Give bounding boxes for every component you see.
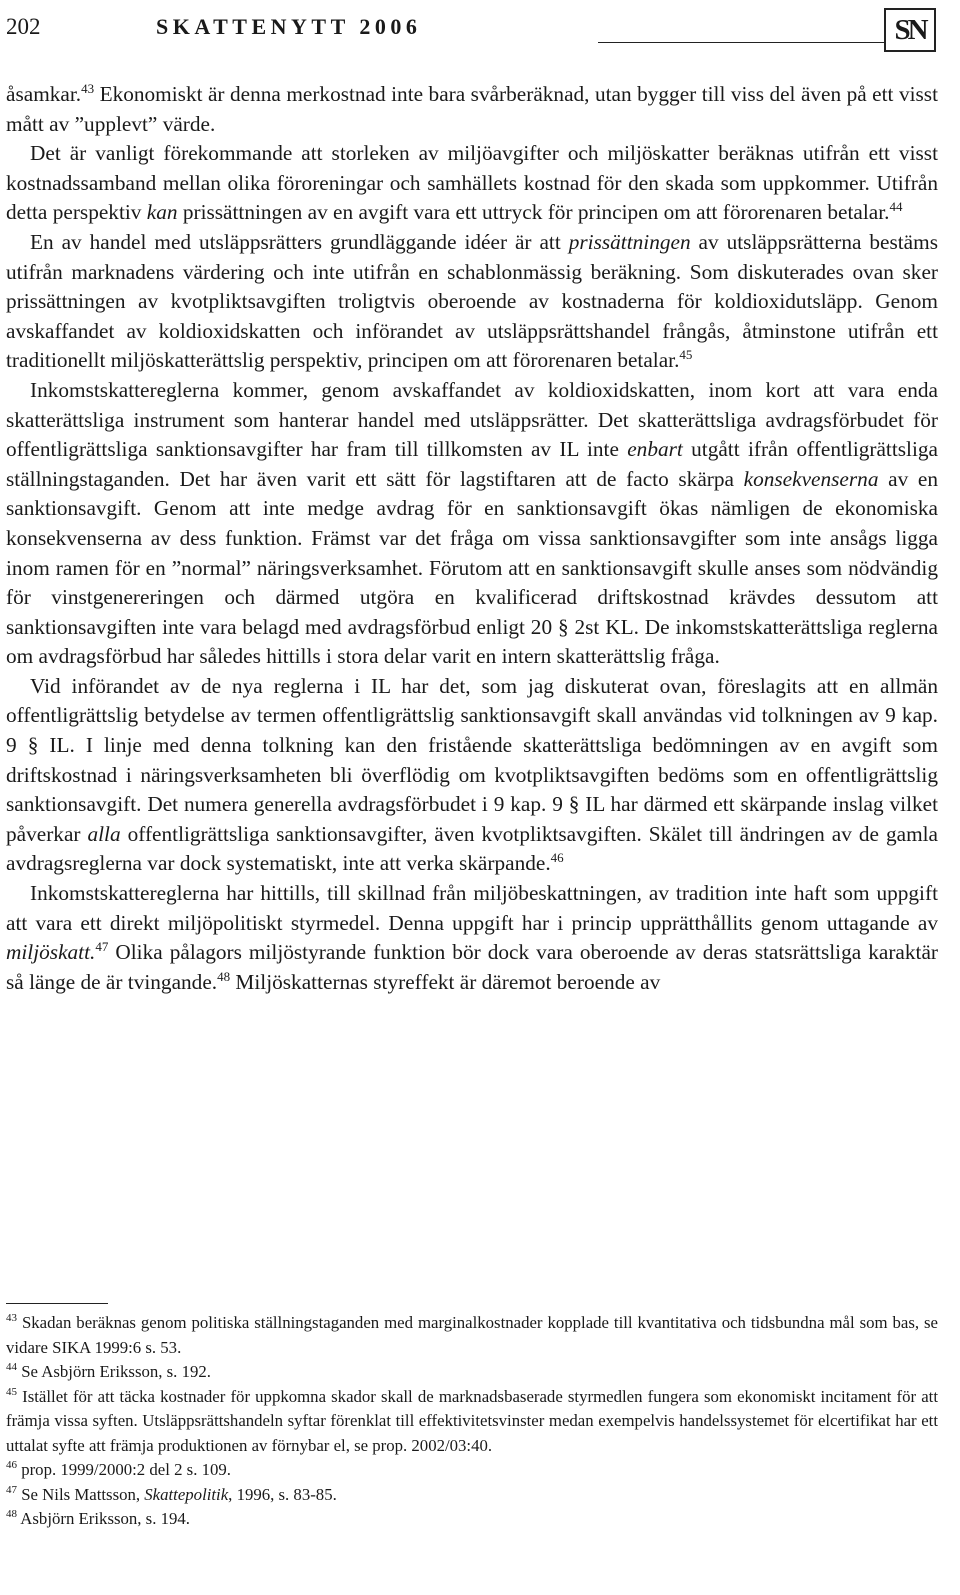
footnote-43 bbox=[6, 1311, 938, 1360]
emphasis: Skattepolitik bbox=[144, 1484, 229, 1504]
page-header bbox=[6, 8, 936, 46]
text-run: Vid införandet av de nya reglerna i IL har det, som jag diskuterat ovan, föreslagits att en allmän offentligrättslig betydelse av termen offentligrättslig sanktionsavgift skall användas vid tolkningen av 9 kap. 9 § IL. I linje med denna tolkning kan den fristående skatterättsliga bedömningen av en avgift som driftskostnad i näringsverksamheten bli överflödig om kvotpliktsavgiften bedöms som en offentligrättslig sanktionsavgift. Det numera generella avdragsförbudet i 9 kap. 9 § IL har därmed ett skärpande inslag vilket påverkar bbox=[6, 673, 938, 846]
text-run: av utsläppsrätterna bestäms utifrån marknadens värdering och inte utifrån en schablonmässig beräkning. Som diskuterades ovan sker prissättningen av kvotpliktsavgiften troligtvis oberoende av kostnaderna för koldioxidutsläpp. Genom avskaffandet av koldioxidskatten och införandet av utsläppsrättshandel frångås, åtminstone utifrån ett traditionellt miljöskatterättslig perspektiv, principen om att förorenaren betalar. bbox=[6, 229, 938, 373]
text-run: prissättningen av en avgift vara ett uttryck för principen om att förorenaren betalar. bbox=[177, 200, 890, 225]
emphasis: miljöskatt. bbox=[6, 940, 96, 965]
footnote-47 bbox=[6, 1483, 938, 1508]
journal-logo: SN bbox=[884, 8, 936, 52]
footnote-number: 44 bbox=[6, 1361, 17, 1373]
footnote-ref: 47 bbox=[95, 939, 109, 955]
page-number: 202 bbox=[6, 14, 41, 39]
emphasis: kan bbox=[146, 200, 178, 225]
text-run: offentligrättsliga sanktionsavgifter, även kvotpliktsavgiften. Skälet till ändringen av de gamla avdragsreglerna var dock systematiskt, inte att verka skärpande. bbox=[6, 821, 939, 876]
text-run: åsamkar. bbox=[6, 82, 82, 106]
emphasis: konsekvenserna bbox=[743, 466, 879, 491]
text-run: Inkomstskattereglerna kommer, genom avskaffandet av koldioxidskatten, inom kort att vara enda skatterättsliga instrument som hanterar handel med utsläppsrätter. Det skatterättsliga avdragsförbudet för offentligrättsliga sanktionsavgifter har fram till tillkomsten av IL inte bbox=[6, 377, 938, 462]
footnotes bbox=[6, 1311, 938, 1532]
paragraph-5 bbox=[6, 672, 938, 879]
text-run: Inkomstskattereglerna har hittills, till skillnad från miljöbeskattningen, av tradition inte haft som uppgift att vara ett direkt miljöpolitiskt styrmedel. Denna uppgift har i princip upprätthållits genom uttagande av bbox=[6, 881, 938, 935]
paragraph-4 bbox=[6, 376, 938, 672]
emphasis: alla bbox=[87, 821, 121, 846]
text-run: Det är vanligt förekommande att storleken av miljöavgifter och miljöskatter beräknas utifrån ett visst kostnadssamband mellan olika föroreningar och samhällets kostnad för den skada som uppkommer. Utifrån detta perspektiv bbox=[6, 141, 938, 225]
text-run: En av handel med utsläppsrätters grundläggande idéer är att bbox=[30, 229, 569, 254]
footnote-ref: 43 bbox=[81, 81, 95, 96]
footnote-ref: 46 bbox=[550, 850, 564, 866]
emphasis: prissättningen bbox=[568, 229, 691, 254]
paragraph-2 bbox=[6, 139, 938, 228]
footnote-rule bbox=[6, 1303, 108, 1304]
footnote-text: Istället för att täcka kostnader för uppkomna skador skall de marknadsbaserade styrmedlen fungera som ekonomiskt incitament för att främja vissa syften. Utsläppsrättshandeln syftar förenklat till effektivitetsvinster medan exempelvis handelssystemet för elcertifikat har ett uttalat syfte att främja produktionen av förnybar el, se prop. 2002/03:40. bbox=[6, 1386, 938, 1455]
footnote-number: 45 bbox=[6, 1385, 17, 1398]
emphasis: enbart bbox=[627, 437, 683, 462]
footnote-text: Skadan beräknas genom politiska ställningstaganden med marginalkostnader kopplade till kvantitativa och tidsbundna mål som bas, se vidare SIKA 1999:6 s. 53. bbox=[6, 1313, 938, 1357]
footnote-ref: 44 bbox=[889, 199, 903, 215]
paragraph-3 bbox=[6, 228, 938, 376]
text-run: av en sanktionsavgift. Genom att inte medge avdrag för en sanktionsavgift ökas nämligen de ekonomiska konsekvenserna av dess funktion. Främst var det fråga om vissa sanktionsavgifter som inte ansågs ligga inom ramen för en ”normal” näringsverksamhet. Förutom att en sanktionsavgift skulle anses som nödvändig för vinstgenereringen och därmed utgöra en kvalificerad driftskostnad krävdes dessutom att sanktionsavgiften inte vara belagd med avdragsförbud enligt 20 § 2st KL. De inkomstskatterättsliga reglerna om avdragsförbud har således hittills i stora delar varit en intern skatterättslig fråga. bbox=[6, 466, 938, 669]
footnote-48 bbox=[6, 1507, 938, 1532]
footnote-text: Se Asbjörn Eriksson, s. 192. bbox=[21, 1362, 211, 1381]
text-run: Olika pålagors miljöstyrande funktion bör dock vara oberoende av deras statsrättsliga karaktär så länge de är tvingande. bbox=[6, 940, 938, 994]
footnote-text: , 1996, s. 83-85. bbox=[228, 1484, 337, 1504]
footnote-number: 48 bbox=[6, 1508, 17, 1520]
footnote-44 bbox=[6, 1360, 938, 1385]
header-rule bbox=[598, 42, 886, 43]
footnote-45 bbox=[6, 1385, 938, 1459]
paragraph-1 bbox=[6, 80, 938, 139]
text-run: utgått ifrån offentligrättsliga ställningstaganden. Det har även varit ett sätt för lagstiftaren att de facto skärpa bbox=[6, 437, 938, 491]
body-text bbox=[6, 80, 938, 997]
footnote-number: 47 bbox=[6, 1483, 17, 1496]
footnote-text: Asbjörn Eriksson, s. 194. bbox=[20, 1509, 190, 1528]
footnote-number: 43 bbox=[6, 1312, 17, 1324]
text-run: Miljöskatternas styreffekt är däremot beroende av bbox=[230, 969, 661, 994]
footnote-46 bbox=[6, 1458, 938, 1483]
footnote-ref: 45 bbox=[679, 347, 693, 363]
text-run: Ekonomiskt är denna merkostnad inte bara svårberäknad, utan bygger till viss del även på ett visst mått av ”upplevt” värde. bbox=[6, 82, 938, 136]
journal-title: SKATTENYTT 2006 bbox=[156, 14, 422, 39]
footnote-ref: 48 bbox=[217, 968, 231, 984]
paragraph-6 bbox=[6, 879, 938, 997]
footnote-number: 46 bbox=[6, 1459, 17, 1471]
footnote-text: prop. 1999/2000:2 del 2 s. 109. bbox=[21, 1460, 231, 1479]
footnote-text: Se Nils Mattsson, bbox=[21, 1484, 145, 1504]
